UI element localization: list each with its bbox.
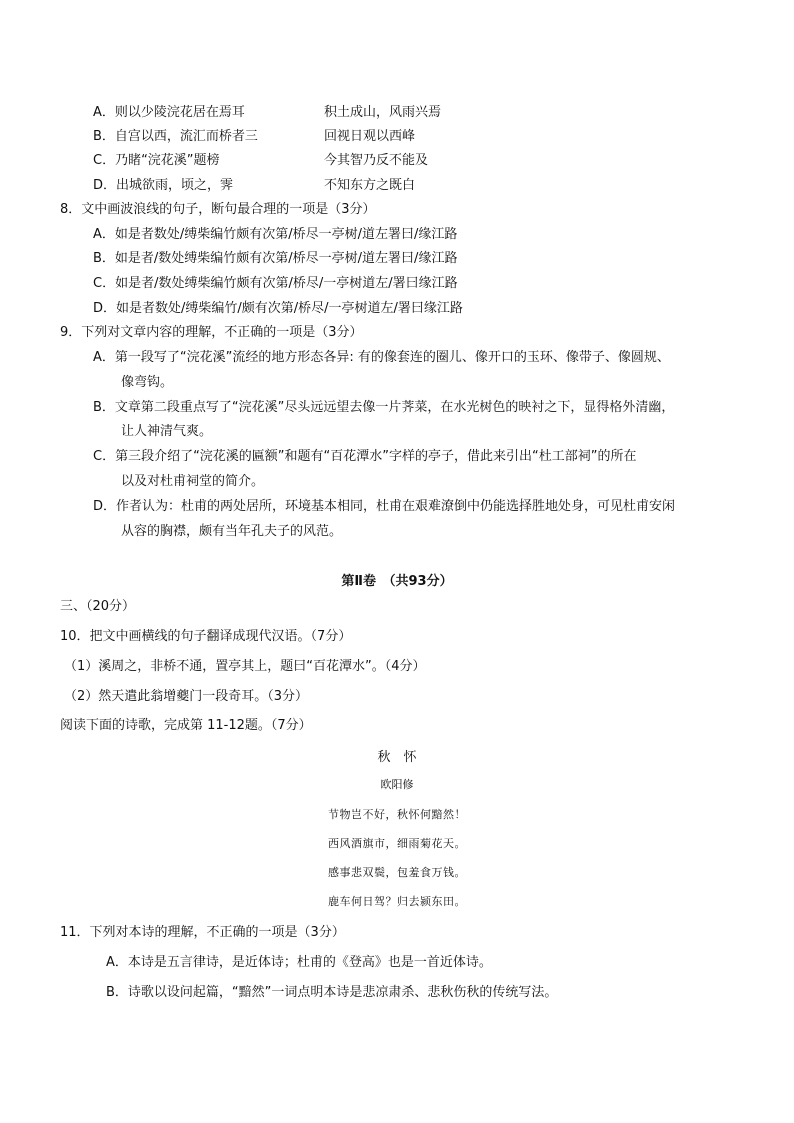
q8-option-c: C．如是者/数处缚柴编竹颇有次第/桥尽/一亭树道左/署曰缘江路 [93, 276, 458, 291]
q7-option-b-left: B．自宫以西，流汇而桥者三 [93, 129, 258, 144]
q10-part-2: （2）然天遣此翁增夔门一段奇耳。（3分） [64, 689, 309, 704]
poem-author: 欧阳修 [380, 778, 414, 791]
q9-option-b-line1: B．文章第二段重点写了“浣花溪”尽头远远望去像一片荠菜，在水光树色的映衬之下，显得格外清幽， [93, 400, 675, 415]
q11-stem: 11．下列对本诗的理解，不正确的一项是（3分） [60, 925, 345, 940]
q9-option-a-line2: 像弯钩。 [121, 375, 174, 390]
poem-line-4: 鹿车何日驾？归去颍东田。 [328, 895, 466, 908]
q7-option-a-left: A．则以少陵浣花居在焉耳 [93, 105, 245, 120]
q8-option-b: B．如是者/数处缚柴编竹颇有次第/桥尽一亭树/道左署曰/缘江路 [93, 251, 458, 266]
q9-option-c-line1: C．第三段介绍了“浣花溪的匾额”和题有“百花潭水”字样的亭子，借此来引出“杜工部祠”的所在 [93, 449, 637, 464]
q8-option-d: D．如是者数处/缚柴编竹/颇有次第/桥尽/一亭树道左/署曰缘江路 [93, 301, 463, 316]
q11-option-a: A．本诗是五言律诗，是近体诗；杜甫的《登高》也是一首近体诗。 [106, 955, 492, 970]
q8-option-a: A．如是者数处/缚柴编竹颇有次第/桥尽一亭树/道左署曰/缘江路 [93, 227, 458, 242]
q7-option-c-left: C．乃睹“浣花溪”题榜 [93, 153, 220, 168]
q9-option-d-line1: D．作者认为：杜甫的两处居所，环境基本相同，杜甫在艰难潦倒中仍能选择胜地处身，可见杜甫安闲 [93, 499, 676, 514]
q7-option-d-right: 不知东方之既白 [324, 178, 416, 193]
q7-option-c-right: 今其智乃反不能及 [324, 153, 429, 168]
q9-option-d-line2: 从容的胸襟，颇有当年孔夫子的风范。 [121, 524, 343, 539]
q7-option-b-right: 回视日观以西峰 [324, 129, 416, 144]
q11-option-b: B．诗歌以设问起篇，“黯然”一词点明本诗是悲凉肃杀、悲秋伤秋的传统写法。 [106, 985, 558, 1000]
q7-option-d-left: D．出城欲雨，顷之，霁 [93, 178, 234, 193]
reading-intro: 阅读下面的诗歌，完成第 11-12题。（7分） [60, 718, 312, 733]
poem-line-1: 节物岂不好，秋怀何黯然！ [328, 808, 466, 821]
section-three-heading: 三、（20分） [60, 599, 136, 614]
poem-line-3: 感事悲双鬓，包羞食万钱。 [328, 866, 466, 879]
q10-stem: 10．把文中画横线的句子翻译成现代汉语。（7分） [60, 629, 352, 644]
q9-option-a-line1: A．第一段写了“浣花溪”流经的地方形态各异: 有的像套连的圈儿、像开口的玉环、像带子、像圆规、 [93, 350, 670, 365]
poem-title: 秋 怀 [377, 750, 417, 765]
q9-stem: 9．下列对文章内容的理解，不正确的一项是（3分） [60, 325, 363, 340]
poem-line-2: 西风酒旗市，细雨菊花天。 [328, 837, 466, 850]
q10-part-1: （1）溪周之，非桥不通，置亭其上，题曰“百花潭水”。（4分） [64, 659, 426, 674]
q7-option-a-right: 积土成山，风雨兴焉 [324, 105, 442, 120]
part-two-title: 第Ⅱ卷 （共93分） [341, 574, 453, 589]
q9-option-c-line2: 以及对杜甫祠堂的简介。 [121, 474, 265, 489]
q9-option-b-line2: 让人神清气爽。 [121, 424, 213, 439]
q8-stem: 8．文中画波浪线的句子，断句最合理的一项是（3分） [60, 202, 376, 217]
